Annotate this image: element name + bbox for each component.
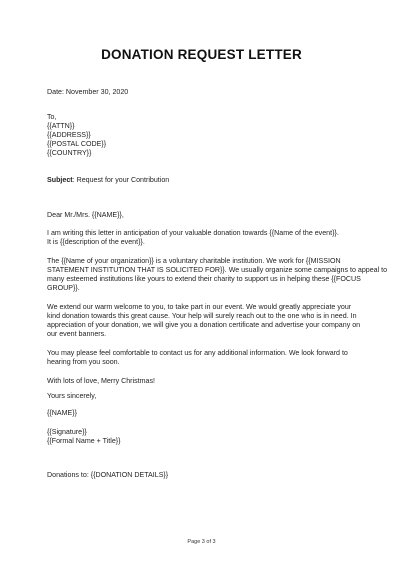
paragraph-3-line: appreciation of your donation, we will give you a donation certificate and advertise your company on [47,321,361,329]
page-number: Page 3 of 3 [187,539,216,545]
donations-line: Donations to: {{DONATION DETAILS}} [47,471,169,479]
paragraph-4-line: You may please feel comfortable to contact us for any additional information. We look forward to [47,349,348,357]
address-attn: {{ATTN}} [47,122,75,130]
formal-name-title: {{Formal Name + Title}} [47,437,121,445]
subject-line [47,176,169,185]
subject-text: : Request for your Contribution [72,176,170,184]
letter-date: Date: November 30, 2020 [47,88,129,96]
paragraph-2-line: STATEMENT INSTITUTION THAT IS SOLICITED FOR}}. We usually organize some campaigns to appeal to [47,266,388,274]
paragraph-1-line: It is {{description of the event}}. [47,238,145,246]
address-postal-code: {{POSTAL CODE}} [47,140,107,148]
address-to: To, [47,113,57,121]
paragraph-2-line: GROUP}}. [47,284,80,292]
paragraph-3-line: our event banners. [47,330,107,338]
subject-label: Subject [47,176,73,184]
sender-name: {{NAME}} [47,409,77,417]
letter-title: DONATION REQUEST LETTER [101,47,302,62]
paragraph-4-line: hearing from you soon. [47,358,120,366]
paragraph-3-line: kind donation towards this great cause. Your help will surely reach out to the one who is in need. In [47,312,357,320]
paragraph-2-line: many esteemed institutions like yours to extend their charity to support us in helping these {{FOCUS [47,275,361,283]
paragraph-2-line: The {{Name of your organization}} is a voluntary charitable institution. We work for {{MISSION [47,257,341,265]
signature-placeholder: {{Signature}} [47,428,87,436]
address-country: {{COUNTRY}} [47,149,92,157]
closing-line: Yours sincerely, [47,392,97,400]
wishes-line: With lots of love, Merry Christmas! [47,377,156,385]
paragraph-3-line: We extend our warm welcome to you, to take part in our event. We would greatly appreciate your [47,303,352,311]
paragraph-1-line: I am writing this letter in anticipation of your valuable donation towards {{Name of the event}}. [47,229,339,237]
address-line: {{ADDRESS}} [47,131,91,139]
salutation: Dear Mr./Mrs. {{NAME}}, [47,211,124,219]
